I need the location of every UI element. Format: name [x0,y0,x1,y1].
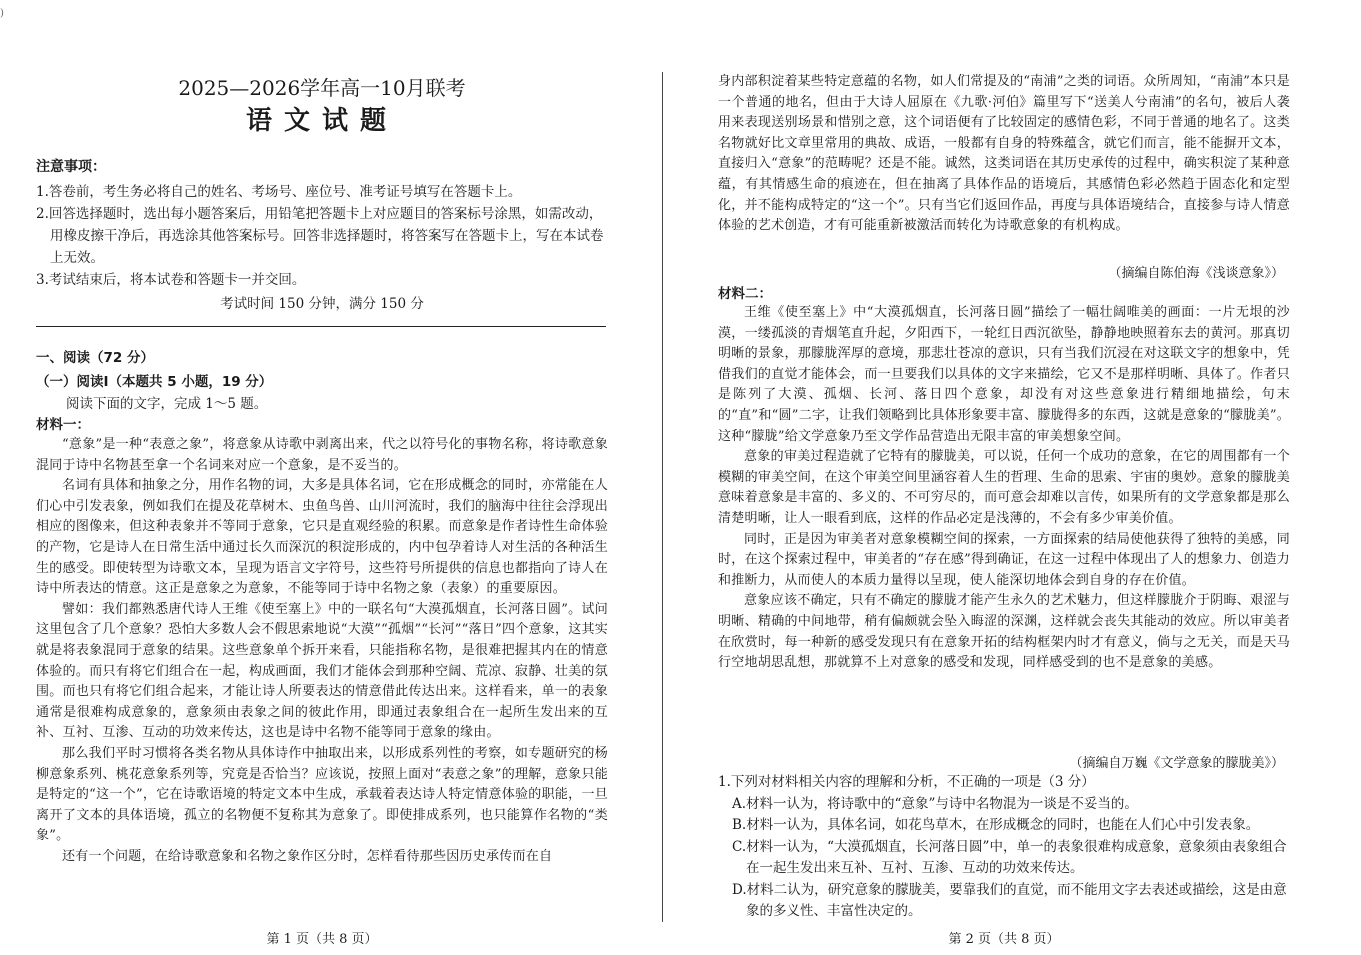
page-footer: 第 1 页（共 8 页） [266,932,378,947]
source-citation-1: （摘编自陈伯海《浅谈意象》） [1108,266,1284,281]
material-1-text [36,435,608,867]
header-rule [36,326,606,327]
option-d: D.材料二认为，研究意象的朦胧美，要靠我们的直觉，而不能用文字去表述或描绘，这是由意象的多义性、丰富性决定的。 [732,881,1287,919]
question-1 [718,772,1290,923]
left-page [36,0,608,955]
material-2-text [718,303,1290,674]
paragraph: 还有一个问题，在给诗歌意象和名物之象作区分时，怎样看待那些因历史承传而在自 [62,848,553,864]
option-a: A.材料一认为，将诗歌中的“意象”与诗中名物混为一谈是不妥当的。 [732,795,1138,812]
paragraph: “意象”是一种“表意之象”，将意象从诗歌中剥离出来，代之以符号化的事物名称，将诗歌意象混同于诗中名物甚至拿一个名词来对应一个意象，是不妥当的。 [36,437,608,473]
material-1-label: 材料一： [36,417,90,433]
option-c: C.材料一认为，“大漠孤烟直，长河落日圆”中，单一的表象很难构成意象，意象须由表象组合在一起生发出来互补、互衬、互渗、互动的功效来传达。 [732,838,1287,876]
paragraph: 同时，正是因为审美者对意象模糊空间的探索，一方面探索的结局使他获得了独特的美感，同时，在这个探索过程中，审美者的“存在感”得到确证，在这一过程中体现出了人的想象力、创造力和推断力，从而使人的本质力量得以呈现，使人能深切地体会到自身的存在价值。 [718,531,1290,588]
paragraph: 意象的审美过程造就了它特有的朦胧美，可以说，任何一个成功的意象，在它的周围都有一个模糊的审美空间，在这个审美空间里涵容着人生的哲理、生命的思索、宇宙的奥妙。意象的朦胧美意味着意象是丰富的、多义的、不可穷尽的，而可意会却难以言传，如果所有的文学意象都是那么清楚明晰，让人一眼看到底，这样的作品必定是浅薄的，不会有多少审美价值。 [718,449,1290,526]
page-footer: 第 2 页（共 8 页） [948,932,1060,947]
exam-title: 语文试题 [245,106,398,136]
paragraph: 王维《使至塞上》中“大漠孤烟直，长河落日圆”描绘了一幅壮阔唯美的画面：一片无垠的沙漠，一缕孤淡的青烟笔直升起，夕阳西下，一轮红日西沉欲坠，静静地映照着东去的黄河。那真切明晰的景象，那朦胧浑厚的意境，那悲壮苍凉的意识，只有当我们沉浸在对这联文字的想象中，凭借我们的直觉才能体会，而一旦要我们以具体的文字来描绘，它又不是那样明晰、具体了。作者只是陈列了大漠、孤烟、长河、落日四个意象，却没有对这些意象进行精细地描绘，句末的“直”和“圆”二字，让我们领略到比具体形象要丰富、朦胧得多的东西，这就是意象的“朦胧美”。这种“朦胧”给文学意象乃至文学作品营造出无限丰富的审美想象空间。 [718,305,1290,444]
section-title: 一、阅读（72 分） [36,350,154,366]
corner-mark: ) [0,8,4,19]
page-divider [662,72,663,922]
question-stem: 1.下列对材料相关内容的理解和分析，不正确的一项是（3 分） [718,774,1095,790]
exam-year: 2025—2026学年高一10月联考 [178,76,466,100]
notes-title: 注意事项： [36,159,106,175]
paragraph: 那么我们平时习惯将各类名物从具体诗作中抽取出来，以形成系列性的考察，如专题研究的杨柳意象系列、桃花意象系列等，究竟是否恰当？应该说，按照上面对“表意之象”的理解，意象只能是特定的“这一个”，它在诗歌语境的特定文本中生成，承载着表达诗人特定情意体验的职能，一旦离开了文本的具体语境，孤立的名物便不复称其为意象了。即使排成系列，也只能算作名物的“类象”。 [36,745,608,844]
paragraph: 名词有具体和抽象之分，用作名物的词，大多是具体名词，它在形成概念的同时，亦常能在人们心中引发表象，例如我们在提及花草树木、虫鱼鸟兽、山川河流时，我们的脑海中往往会浮现出相应的图像来，但这种表象并不等同于意象，它只是直观经验的积累。而意象是作者诗性生命体验的产物，它是诗人在日常生活中通过长久而深沉的积淀形成的，内中包孕着诗人对生活的各种活生生的感受。即使转型为诗歌文本，呈现为语言文字符号，这些符号所提供的信息也都指向了诗人在诗中所表达的情意。这正是意象之为意象，不能等同于诗中名物之象（表象）的重要原因。 [36,478,608,597]
paragraph: 身内部积淀着某些特定意蕴的名物，如人们常提及的“南浦”之类的词语。众所周知，“南浦”本只是一个普通的地名，但由于大诗人屈原在《九歌·河伯》篇里写下“送美人兮南浦”的名句，被后人袭用来表现送别场景和惜别之意，这个词语便有了比较固定的感情色彩，不同于普通的地名了。这类名物就好比文章里常用的典故、成语，一般都有自身的特殊蕴含，就它们而言，能不能摒开文本，直接归入“意象”的范畴呢？还是不能。诚然，这类词语在其历史承传的过程中，确实积淀了某种意蕴，有其情感生命的痕迹在，但在抽离了具体作品的语境后，其感情色彩必然趋于固态化和定型化，并不能构成特定的“这一个”。只有当它们返回作品，再度与具体语境结合，直接参与诗人情意体验的艺术创造，才有可能重新被激活而转化为诗歌意象的有机构成。 [718,74,1290,234]
note-item: 3.考试结束后，将本试卷和答题卡一并交回。 [36,272,306,288]
reading-instruction: 阅读下面的文字，完成 1～5 题。 [66,396,268,412]
source-citation-2: （摘编自万巍《文学意象的朦胧美》） [1069,756,1284,771]
right-page [718,0,1290,955]
exam-time: 考试时间 150 分钟，满分 150 分 [220,296,424,312]
material-2-label: 材料二： [718,286,772,302]
subsection-title: （一）阅读Ⅰ（本题共 5 小题，19 分） [36,374,273,390]
notes-list [36,181,608,291]
note-item: 1.答卷前，考生务必将自己的姓名、考场号、座位号、准考证号填写在答题卡上。 [36,184,522,200]
paragraph: 意象应该不确定，只有不确定的朦胧才能产生永久的艺术魅力，但这样朦胧介于阴晦、艰涩与明晰、精确的中间地带，稍有偏颇就会坠入晦涩的深渊，这样就会丧失其能动的效应。所以审美者在欣赏时，每一种新的感受发现只有在意象开拓的结构框架内时才有意义，倘与之无关，而是天马行空地胡思乱想，那就算不上对意象的感受和发现，同样感受到的也不是意象的美感。 [718,593,1290,671]
paragraph: 譬如：我们都熟悉唐代诗人王维《使至塞上》中的一联名句“大漠孤烟直，长河落日圆”。试问这里包含了几个意象？恐怕大多数人会不假思索地说“大漠”“孤烟”“长河”“落日”四个意象，这其实就是将表象混同于意象的结果。这些意象单个拆开来看，只能指称名物，是很难把握其内在的情意体验的。而只有将它们组合在一起，构成画面，我们才能体会到那种空阔、荒凉、寂静、壮美的氛围。而也只有将它们组合起来，才能让诗人所要表达的情意借此传达出来。这样看来，单一的表象通常是很难构成意象的，意象须由表象之间的彼此作用，即通过表象组合在一起所生发出来的互补、互衬、互渗、互动的功效来传达，这也是诗中名物不能等同于意象的缘由。 [36,601,608,741]
option-b: B.材料一认为，具体名词，如花鸟草木，在形成概念的同时，也能在人们心中引发表象。 [732,817,1260,833]
material-1-continued [718,72,1290,237]
note-item: 2.回答选择题时，选出每小题答案后，用铅笔把答题卡上对应题目的答案标号涂黑，如需改动，用橡皮擦干净后，再选涂其他答案标号。回答非选择题时，将答案写在答题卡上，写在本试卷上无效。 [36,206,604,266]
